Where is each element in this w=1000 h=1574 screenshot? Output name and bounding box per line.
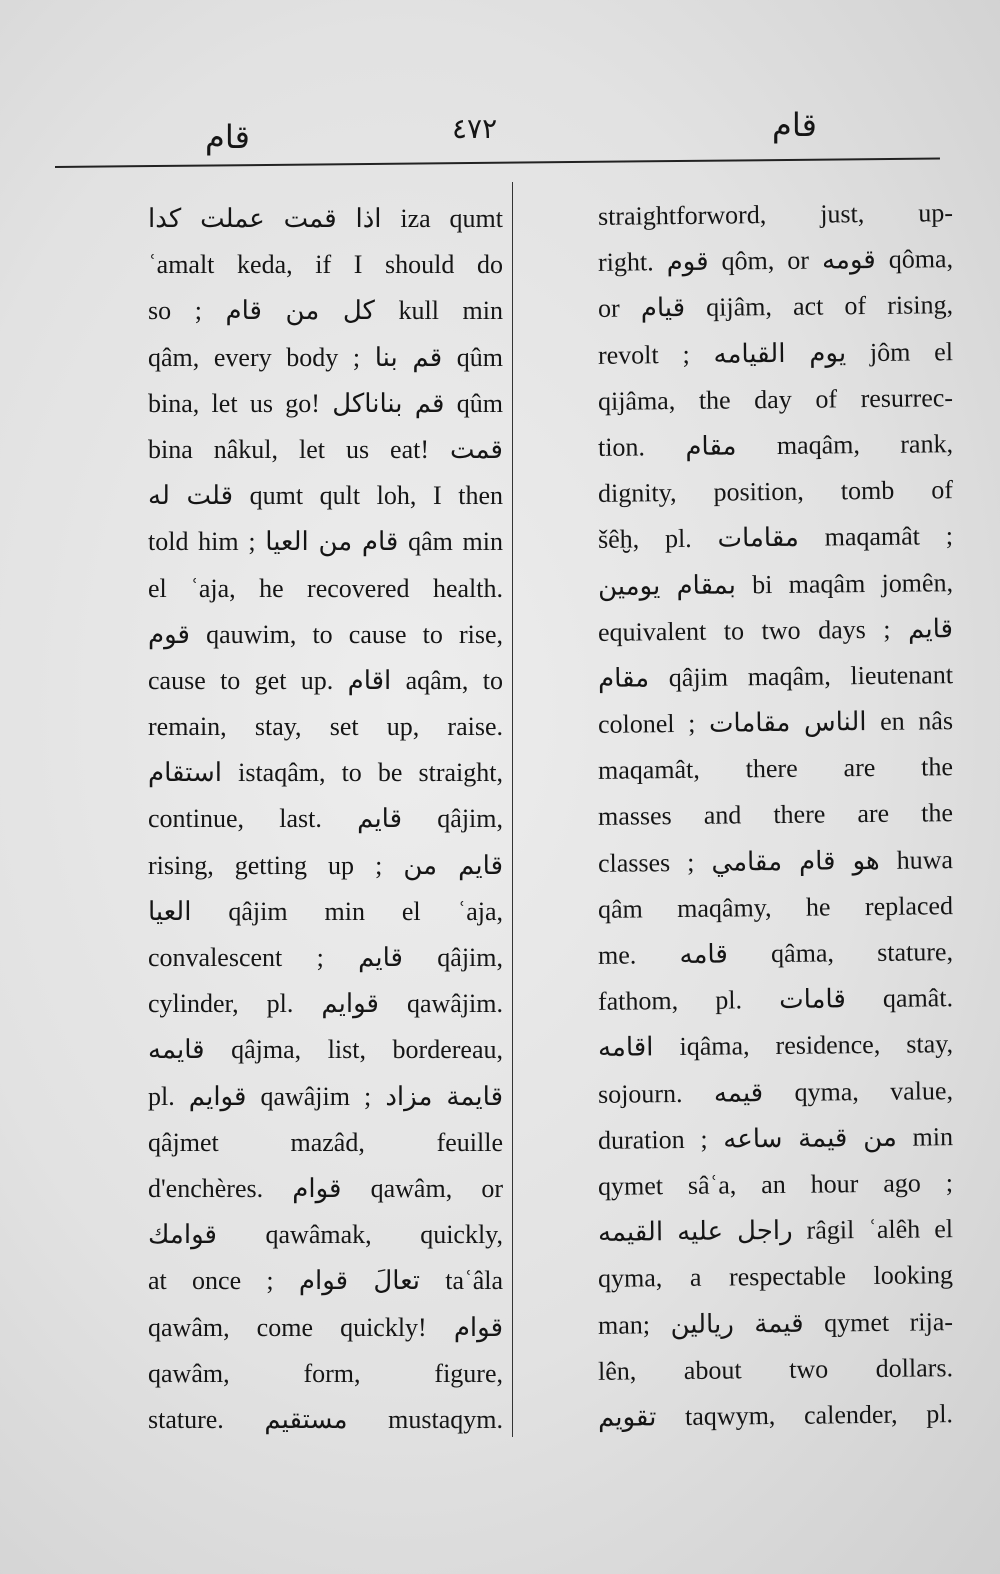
text-line: classes ; هو قام مقامي huwa [597, 844, 954, 878]
text-line: qymet sâʿa, an hour ago ; [597, 1168, 954, 1201]
text-line: lên, about two dollars. [597, 1352, 954, 1386]
text-line: qâjmet mazâd, feuille [148, 1127, 503, 1157]
text-line: man; قيمة ريالين qymet rija- [597, 1306, 954, 1340]
text-line: تقويم taqwym, calender, pl. [597, 1399, 954, 1432]
text-line: راجل عليه القيمه râgil ʿalêh el [597, 1214, 954, 1247]
text-line: bina, let us go! قم بناناكل qûm [148, 388, 504, 418]
text-line: قايمه qâjma, list, bordereau, [148, 1035, 503, 1065]
text-line: straightforword, just, up- [597, 198, 954, 231]
text-line: sojourn. قيمه qyma, value, [597, 1075, 954, 1109]
text-line: قلت له qumt qult loh, I then [148, 481, 503, 511]
text-line: fathom, pl. قامات qamât. [597, 983, 954, 1017]
text-line: pl. قوايم qawâjim ; قايمة مزاد [148, 1081, 503, 1111]
left-column [148, 196, 503, 1443]
text-line: masses and there are the [597, 798, 954, 832]
text-line: me. قامه qâma, stature, [597, 937, 954, 970]
text-line: equivalent to two days ; قايم [597, 613, 954, 647]
text-line: rising, getting up ; قايم من [148, 850, 503, 880]
text-line: stature. مستقيم mustaqym. [148, 1404, 503, 1434]
text-line: at once ; تعالَ قوام taʿâla [148, 1266, 503, 1296]
text-line: cylinder, pl. قوايم qawâjim. [148, 989, 504, 1019]
text-line: revolt ; يوم القيامه jôm el [597, 336, 954, 370]
text-line: مقام qâjim maqâm, lieutenant [597, 660, 954, 693]
page-header [60, 98, 945, 168]
text-line: qâm, every body ; قم بنا qûm [148, 342, 503, 372]
text-line: بمقام يومين bi maqâm jomên, [597, 567, 954, 601]
text-line: so ; كل من قام kull min [148, 296, 503, 326]
text-line: remain, stay, set up, raise. [148, 712, 503, 742]
text-line: convalescent ; قايم qâjim, [148, 943, 503, 972]
text-line: qâm maqâmy, he replaced [597, 890, 954, 924]
text-line: قوامك qawâmak, quickly, [148, 1220, 503, 1250]
text-line: اذا قمت عملت كدا iza qumt [148, 204, 503, 233]
text-line: qawâm, form, figure, [148, 1358, 503, 1388]
text-line: قوم qauwim, to cause to rise, [148, 619, 503, 649]
text-line: or قيام qijâm, act of rising, [597, 290, 954, 324]
text-line: tion. مقام maqâm, rank, [597, 429, 954, 462]
right-column [598, 192, 953, 1439]
text-line: bina nâkul, let us eat! قمت [148, 434, 503, 464]
text-line: el ʿaja, he recovered health. [148, 573, 503, 603]
text-line: استقام istaqâm, to be straight, [148, 758, 503, 788]
text-line: told him ; قام من العيا qâm min [148, 527, 503, 557]
text-line: qyma, a respectable looking [597, 1260, 954, 1294]
text-line: cause to get up. اقام aqâm, to [148, 665, 503, 695]
text-line: colonel ; الناس مقامات en nâs [597, 706, 954, 739]
text-line: right. قوم qôm, or قومه qôma, [597, 244, 954, 278]
text-line: qawâm, come quickly! قوام [148, 1312, 503, 1342]
column-divider [512, 182, 513, 1437]
text-line: dignity, position, tomb of [597, 475, 954, 508]
text-line: qijâma, the day of resurrec- [597, 382, 954, 416]
text-line: d'enchères. قوام qawâm, or [148, 1173, 503, 1203]
text-line: العيا qâjim min el ʿaja, [148, 896, 503, 926]
text-line: اقامه iqâma, residence, stay, [597, 1029, 954, 1063]
text-line: maqamât, there are the [597, 752, 954, 786]
text-line: šêḫ, pl. مقامات maqamât ; [597, 521, 954, 555]
text-line: duration ; من قيمة ساعه min [597, 1121, 954, 1155]
running-headword-right: قام [772, 106, 817, 144]
text-line: ʿamalt keda, if I should do [148, 250, 503, 280]
running-headword-left: قام [205, 118, 250, 156]
text-line: continue, last. قايم qâjim, [148, 804, 503, 834]
page-number: ٤٧٢ [452, 112, 498, 145]
